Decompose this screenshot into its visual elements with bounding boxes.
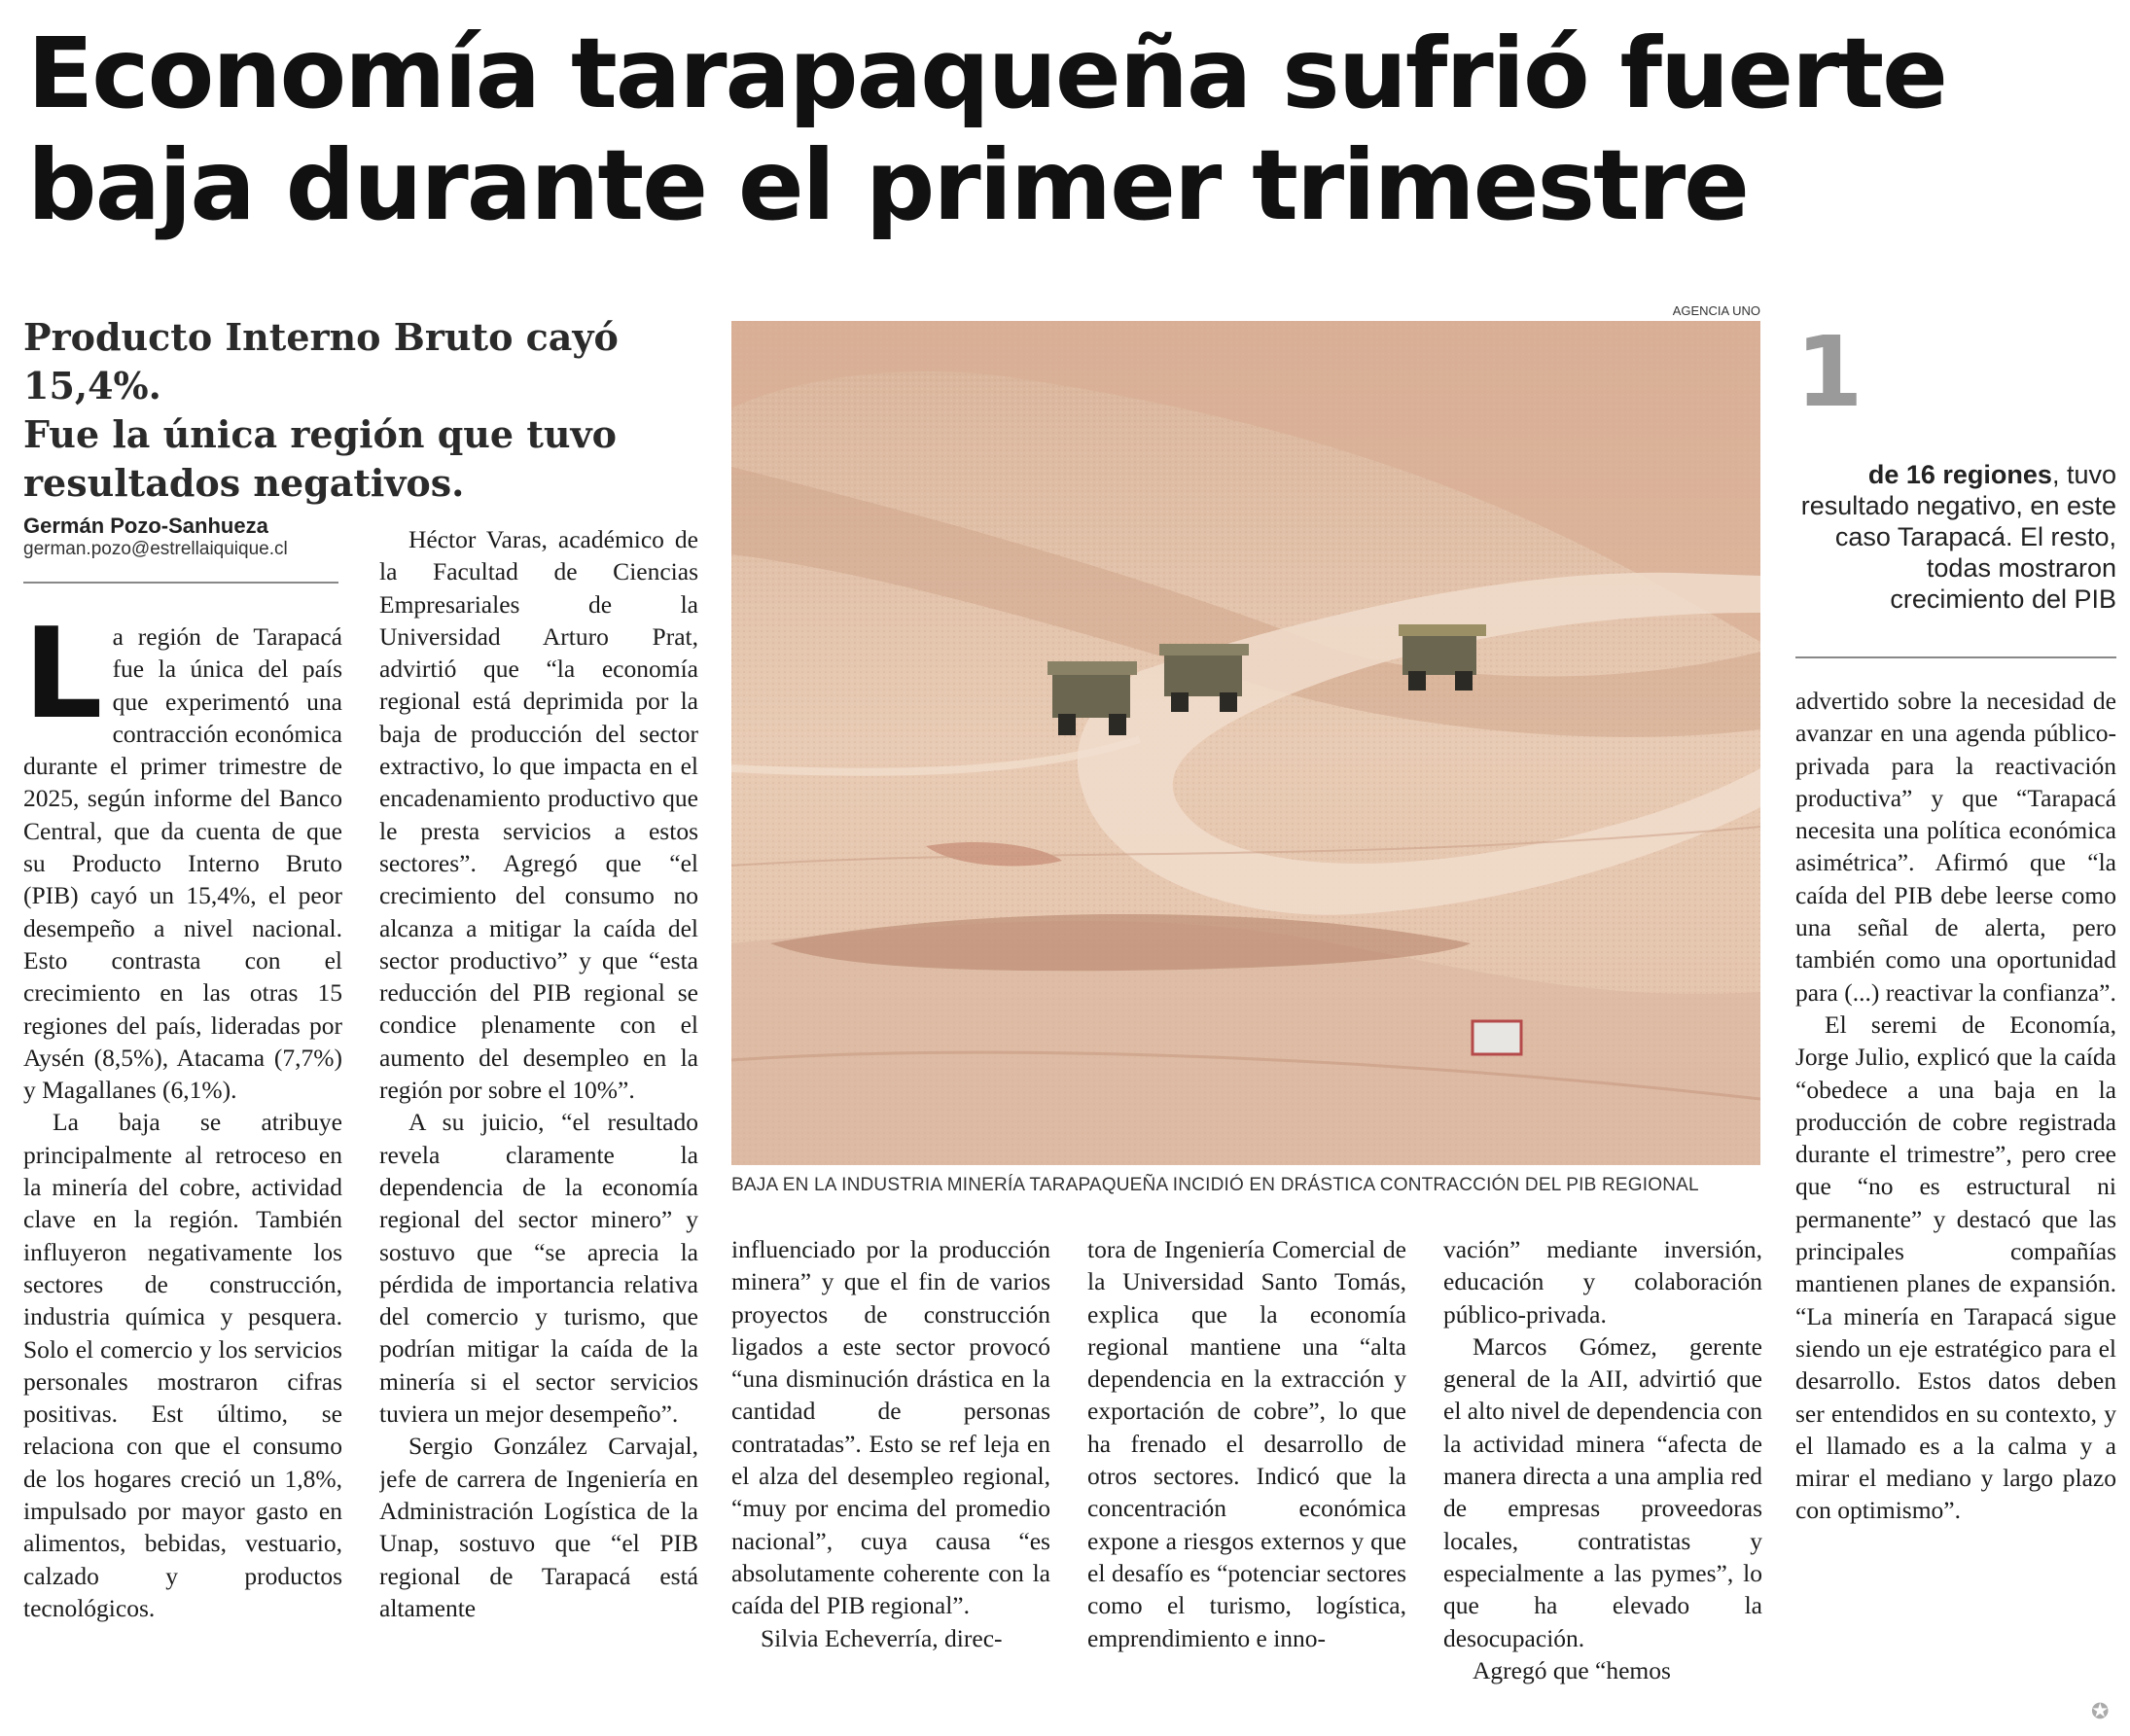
- article-column-3: [731, 1233, 1050, 1729]
- paragraph: advertido sobre la necesidad de avanzar en una agenda público-privada para la reactivación productiva” y que “Tarapacá necesita una política económica asimétrica”. Afirmó que “la caída del PIB debe leerse como una señal de alerta, pero también como una oportunidad para (...) reactivar la confianza”.: [1795, 687, 2116, 1007]
- byline-divider: [23, 582, 338, 584]
- small-vehicle: [1473, 1021, 1521, 1054]
- photo-caption: BAJA EN LA INDUSTRIA MINERÍA TARAPAQUEÑA INCIDIÓ EN DRÁSTICA CONTRACCIÓN DEL PIB REGIONAL: [731, 1175, 1699, 1195]
- paragraph: influenciado por la producción minera” y que el fin de varios proyectos de construcción ligados a este sector provocó “una disminución drástica en la cantidad de personas contratadas”. Esto se ref leja en el alza del desempleo regional, “muy por encima del promedio nacional”, cuya causa “es absolutamente coherente con la caída del PIB regional”.: [731, 1235, 1050, 1620]
- paragraph-text: a región de Tarapacá fue la única del país que experimentó una contracción económica durante el primer trimestre de 2025, según informe del Banco Central, que da cuenta de que su Producto Interno Bruto (PIB) cayó un 15,4%, el peor desempeño a nivel nacional. Esto contrasta con el crecimiento en las otras 15 regiones del país, lideradas por Aysén (8,5%), Atacama (7,7%) y Magallanes (6,1%).: [23, 622, 342, 1105]
- photo-credit: AGENCIA UNO: [1672, 303, 1760, 318]
- factbox-body: , tuvo resultado negativo, en este caso Tarapacá. El resto, todas mostraron crecimiento del PIB: [1800, 460, 2116, 614]
- mine-photo: [731, 321, 1760, 1165]
- article-column-2: [379, 523, 698, 1729]
- factbox-bold: de 16 regiones: [1867, 460, 2052, 489]
- paragraph: Marcos Gómez, gerente general de la AII, advirtió que el alto nivel de dependencia con la actividad minera “afecta de manera directa a una amplia red de empresas proveedoras locales, contratistas y especialmente a las pymes”, lo que ha elevado la desocupación.: [1443, 1331, 1762, 1652]
- mine-photo-illustration: [731, 321, 1760, 1165]
- article-column-1: [23, 620, 342, 1729]
- subhead-line-1: Producto Interno Bruto cayó 15,4%.: [23, 315, 619, 407]
- headline-line-2: baja durante el primer trimestre: [27, 128, 1748, 242]
- paragraph: Silvia Echeverría, direc-: [761, 1623, 1003, 1652]
- drop-cap: L: [23, 620, 103, 747]
- headline-line-1: Economía tarapaqueña sufrió fuerte: [27, 17, 1946, 130]
- paragraph: [23, 620, 342, 1106]
- subheadline: [23, 313, 704, 508]
- author-email[interactable]: german.pozo@estrellaiquique.cl: [23, 539, 288, 559]
- paragraph: El seremi de Economía, Jorge Julio, explicó que la caída “obedece a una baja en la producción de cobre registrada durante el trimestre”, pero cree que “no es estructural ni permanente” y destacó que las principales compañías mantienen planes de expansión. “La minería en Tarapacá sigue siendo un eje estratégico para el desarrollo. Estos datos deben ser entendidos en su contexto, y el llamado es a la calma y a mirar el mediano y largo plazo con optimismo”.: [1795, 1010, 2116, 1525]
- byline: [23, 514, 335, 560]
- author-name: Germán Pozo-Sanhueza: [23, 514, 268, 538]
- paragraph: tora de Ingeniería Comercial de la Universidad Santo Tomás, explica que la economía regional mantiene una “alta dependencia en la extracción y exportación de cobre”, lo que ha frenado el desarrollo de otros sectores. Indicó que la concentración económica expone a riesgos externos y que el desafío es “potenciar sectores como el turismo, logística, emprendimiento e inno-: [1087, 1235, 1406, 1652]
- paragraph: vación” mediante inversión, educación y colaboración público-privada.: [1443, 1235, 1762, 1329]
- paragraph: Sergio González Carvajal, jefe de carrera de Ingeniería en Administración Logística de la Unap, sostuvo que “el PIB regional de Tarapacá está altamente: [379, 1432, 698, 1622]
- subhead-line-2: Fue la única región que tuvo: [23, 412, 617, 456]
- subhead-line-3: resultados negativos.: [23, 461, 465, 505]
- end-mark-icon: ✪: [2091, 1700, 2110, 1724]
- headline: [27, 18, 2109, 241]
- paragraph: Héctor Varas, académico de la Facultad de Ciencias Empresariales de la Universidad Arturo Prat, advirtió que “la economía regional está deprimida por la baja de producción del sector extractivo, lo que impacta en el encadenamiento productivo que le presta servicios a estos sectores”. Agregó que “el crecimiento del consumo no alcanza a mitigar la caída del sector productivo” y que “esta reducción del PIB regional se condice plenamente con el aumento del desempleo en la región por sobre el 10%”.: [379, 525, 698, 1105]
- paragraph: La baja se atribuye principalmente al retroceso en la minería del cobre, actividad clave en la región. También influyeron negativamente los sectores de construcción, industria química y pesquera. Solo el comercio y los servicios personales mostraron cifras positivas. Est último, se relaciona con que el consumo de los hogares creció un 1,8%, impulsado por mayor gasto en alimentos, bebidas, vestuario, calzado y productos tecnológicos.: [23, 1108, 342, 1622]
- article-column-6: [1795, 685, 2116, 1729]
- factbox-number: 1: [1795, 315, 1864, 429]
- article-column-5: [1443, 1233, 1762, 1729]
- paragraph: Agregó que “hemos: [1473, 1655, 1671, 1684]
- article-column-4: [1087, 1233, 1406, 1729]
- paragraph: A su juicio, “el resultado revela claramente la dependencia de la economía regional del sector minero” y sostuvo que “se aprecia la pérdida de importancia relativa del comercio y turismo, que podrían mitigar la caída de la minería si el sector servicios tuviera un mejor desempeño”.: [379, 1108, 698, 1429]
- factbox-text: [1795, 459, 2116, 615]
- factbox-divider: [1795, 656, 2116, 658]
